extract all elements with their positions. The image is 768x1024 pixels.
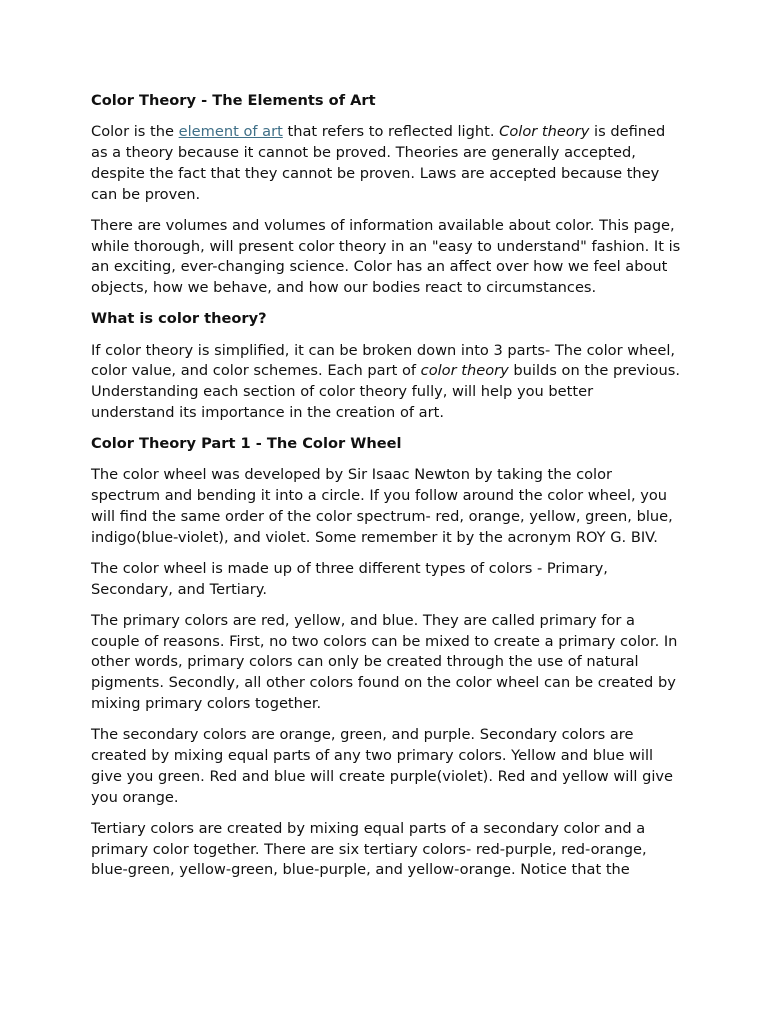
primary-colors-paragraph: The primary colors are red, yellow, and blue. They are called primary for a couple of reasons. First, no two colors can be mixed to create a primary color. In other words, primary colors can only be created through the use of natural pigments. Secondly, all other colors found on the color wheel can be created by mixing primary colors together. [91, 611, 678, 713]
newton-paragraph: The color wheel was developed by Sir Isaac Newton by taking the color spectrum and bending it into a circle. If you follow around the color wheel, you will find the same order of the color spectrum- red, orange, yellow, green, blue, indigo(blue-violet), and violet. Some remember it by the acronym ROY G. BIV. [91, 466, 673, 546]
simplified-emphasis: color theory [420, 362, 509, 380]
secondary-colors-paragraph: The secondary colors are orange, green, and purple. Secondary colors are created by mixing equal parts of any two primary colors. Yellow and blue will give you green. Red and blue will create purple(violet). Red and yellow will give you orange. [91, 726, 674, 806]
what-is-color-theory-heading: What is color theory? [91, 310, 267, 328]
document-body [91, 91, 681, 892]
color-types-paragraph: The color wheel is made up of three different types of colors - Primary, Secondary, and Tertiary. [91, 559, 608, 598]
intro-text-start: Color is the [91, 123, 179, 141]
simplified-paragraph [91, 341, 681, 424]
color-wheel-heading: Color Theory Part 1 - The Color Wheel [91, 435, 402, 453]
element-of-art-link[interactable]: element of art [178, 123, 283, 141]
intro-emphasis: Color theory [499, 123, 590, 141]
tertiary-colors-paragraph: Tertiary colors are created by mixing equal parts of a secondary color and a primary color together. There are six tertiary colors- red-purple, red-orange, blue-green, yellow-green, blue-purple, and yellow-orange. Notice that the [91, 819, 647, 879]
document-title: Color Theory - The Elements of Art [91, 92, 376, 109]
simplified-text-end: builds on the previous. Understanding each section of color theory fully, will help you better understand its importance in the creation of art. [91, 362, 680, 421]
volumes-paragraph: There are volumes and volumes of information available about color. This page, while thorough, will present color theory in an "easy to understand" fashion. It is an exciting, ever-changing science. Color has an affect over how we feel about objects, how we behave, and how our bodies react to circumstances. [91, 216, 681, 297]
simplified-text-start: If color theory is simplified, it can be broken down into 3 parts- The color wheel, color value, and color schemes. Each part of [91, 341, 676, 380]
intro-paragraph [91, 122, 681, 205]
intro-text-end: is defined as a theory because it cannot be proved. Theories are generally accepted, despite the fact that they cannot be proven. Laws are accepted because they can be proven. [91, 123, 666, 203]
intro-text-mid: that refers to reflected light. [282, 123, 500, 141]
